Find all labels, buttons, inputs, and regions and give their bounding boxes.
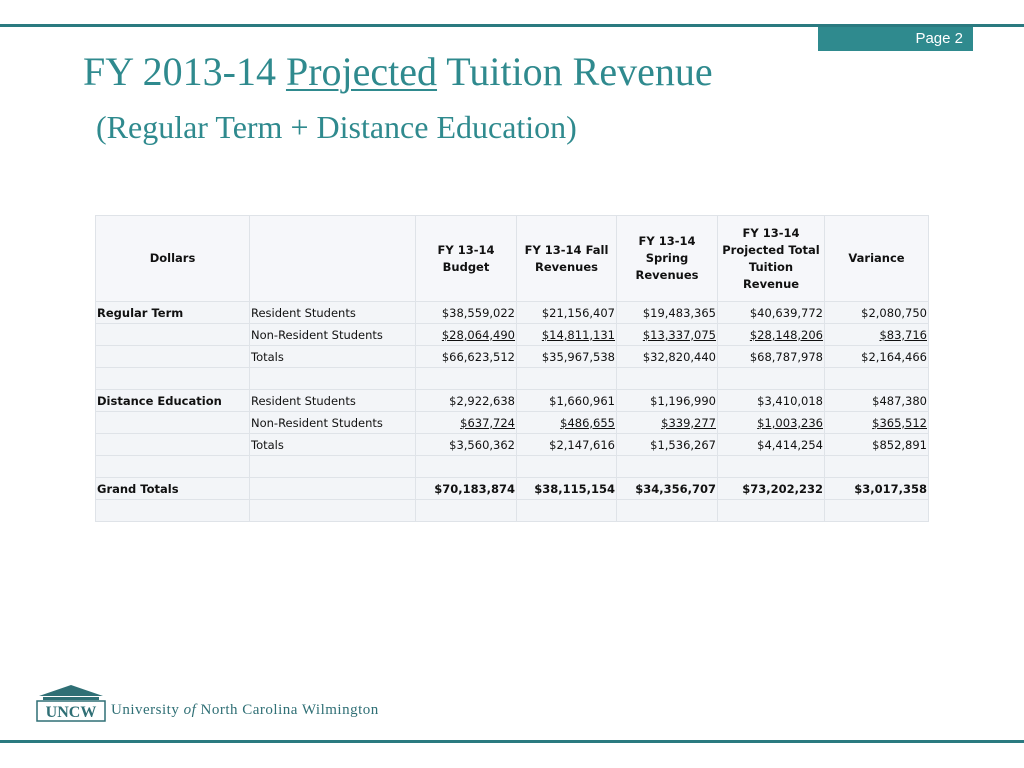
university-name bbox=[111, 702, 379, 719]
table-cell bbox=[416, 302, 517, 324]
cell-value: $2,080,750 bbox=[861, 305, 927, 320]
row-group-label bbox=[96, 456, 250, 478]
row-label: Non-Resident Students bbox=[250, 412, 416, 434]
table-cell bbox=[416, 390, 517, 412]
table-row bbox=[96, 368, 929, 390]
table-row bbox=[96, 478, 929, 500]
cell-value: $40,639,772 bbox=[749, 305, 823, 320]
cell-value: $1,536,267 bbox=[650, 437, 716, 452]
table-cell bbox=[718, 302, 825, 324]
table-cell bbox=[718, 346, 825, 368]
table-cell bbox=[718, 478, 825, 500]
header-variance: Variance bbox=[825, 216, 929, 302]
uncw-logo bbox=[35, 683, 107, 728]
cell-value: $73,202,232 bbox=[742, 481, 823, 496]
cell-value: $38,115,154 bbox=[534, 481, 615, 496]
table-row bbox=[96, 346, 929, 368]
header-spring-revenues: FY 13-14 Spring Revenues bbox=[617, 216, 718, 302]
table-cell bbox=[416, 412, 517, 434]
cell-value: $28,148,206 bbox=[749, 327, 823, 342]
cell-value: $852,891 bbox=[872, 437, 927, 452]
table-cell bbox=[617, 368, 718, 390]
row-label: Resident Students bbox=[250, 390, 416, 412]
table-row bbox=[96, 456, 929, 478]
row-group-label bbox=[96, 412, 250, 434]
table-cell bbox=[718, 368, 825, 390]
row-label: Non-Resident Students bbox=[250, 324, 416, 346]
table-cell bbox=[825, 478, 929, 500]
table-cell bbox=[416, 500, 517, 522]
cell-value: $1,003,236 bbox=[757, 415, 823, 430]
cell-value: $487,380 bbox=[872, 393, 927, 408]
title-suffix: Tuition Revenue bbox=[437, 49, 713, 94]
table-cell bbox=[617, 302, 718, 324]
table-cell bbox=[825, 368, 929, 390]
cell-value: $2,147,616 bbox=[549, 437, 615, 452]
logo-abbrev: UNCW bbox=[45, 704, 97, 721]
table-cell bbox=[825, 500, 929, 522]
table-cell bbox=[416, 478, 517, 500]
cell-value: $365,512 bbox=[872, 415, 927, 430]
table-cell bbox=[825, 434, 929, 456]
table-cell bbox=[517, 346, 617, 368]
cell-value: $34,356,707 bbox=[635, 481, 716, 496]
table-cell bbox=[617, 412, 718, 434]
table-cell bbox=[617, 346, 718, 368]
header-blank bbox=[250, 216, 416, 302]
table-cell bbox=[718, 434, 825, 456]
row-group-label: Grand Totals bbox=[96, 478, 250, 500]
table-cell bbox=[517, 324, 617, 346]
page-title bbox=[83, 48, 713, 95]
header-budget: FY 13-14 Budget bbox=[416, 216, 517, 302]
table-cell bbox=[517, 302, 617, 324]
row-group-label bbox=[96, 346, 250, 368]
cell-value: $637,724 bbox=[460, 415, 515, 430]
cell-value: $68,787,978 bbox=[749, 349, 823, 364]
table-cell bbox=[825, 390, 929, 412]
table-cell bbox=[825, 346, 929, 368]
university-name-part1: University bbox=[111, 702, 184, 718]
bottom-rule bbox=[0, 740, 1024, 743]
table-cell bbox=[517, 390, 617, 412]
table-row bbox=[96, 434, 929, 456]
table-cell bbox=[825, 302, 929, 324]
table-cell bbox=[825, 324, 929, 346]
table-cell bbox=[718, 390, 825, 412]
cell-value: $2,164,466 bbox=[861, 349, 927, 364]
table-cell bbox=[825, 412, 929, 434]
row-group-label: Regular Term bbox=[96, 302, 250, 324]
header-projected-total: FY 13-14 Projected Total Tuition Revenue bbox=[718, 216, 825, 302]
cell-value: $35,967,538 bbox=[541, 349, 615, 364]
table-cell bbox=[718, 456, 825, 478]
row-label: Totals bbox=[250, 346, 416, 368]
table-cell bbox=[617, 324, 718, 346]
table-cell bbox=[517, 456, 617, 478]
header-dollars: Dollars bbox=[96, 216, 250, 302]
cell-value: $21,156,407 bbox=[541, 305, 615, 320]
row-label: Totals bbox=[250, 434, 416, 456]
table-cell bbox=[617, 390, 718, 412]
table-cell bbox=[517, 434, 617, 456]
table-cell bbox=[617, 456, 718, 478]
cell-value: $13,337,075 bbox=[642, 327, 716, 342]
table-cell bbox=[517, 478, 617, 500]
cell-value: $3,410,018 bbox=[757, 393, 823, 408]
university-name-part2: North Carolina Wilmington bbox=[196, 702, 379, 718]
table-cell bbox=[718, 500, 825, 522]
page-number-badge: Page 2 bbox=[818, 27, 973, 51]
table-row bbox=[96, 500, 929, 522]
row-group-label bbox=[96, 368, 250, 390]
cell-value: $4,414,254 bbox=[757, 437, 823, 452]
cell-value: $3,017,358 bbox=[854, 481, 927, 496]
table-cell bbox=[517, 500, 617, 522]
cell-value: $19,483,365 bbox=[642, 305, 716, 320]
row-label bbox=[250, 478, 416, 500]
row-label: Resident Students bbox=[250, 302, 416, 324]
title-underlined-word: Projected bbox=[285, 49, 438, 94]
cell-value: $38,559,022 bbox=[441, 305, 515, 320]
row-label bbox=[250, 500, 416, 522]
table-row bbox=[96, 390, 929, 412]
table-row bbox=[96, 412, 929, 434]
cell-value: $28,064,490 bbox=[441, 327, 515, 342]
university-name-of: of bbox=[183, 702, 197, 718]
table-cell bbox=[517, 412, 617, 434]
table-cell bbox=[416, 456, 517, 478]
cell-value: $1,196,990 bbox=[650, 393, 716, 408]
cell-value: $2,922,638 bbox=[449, 393, 515, 408]
table-cell bbox=[617, 500, 718, 522]
cell-value: $14,811,131 bbox=[541, 327, 615, 342]
cell-value: $3,560,362 bbox=[449, 437, 515, 452]
row-group-label bbox=[96, 324, 250, 346]
cell-value: $70,183,874 bbox=[434, 481, 515, 496]
uncw-building-icon bbox=[35, 683, 107, 723]
page-subtitle: (Regular Term + Distance Education) bbox=[96, 109, 577, 145]
cell-value: $66,623,512 bbox=[441, 349, 515, 364]
row-group-label bbox=[96, 434, 250, 456]
header-fall-revenues: FY 13-14 Fall Revenues bbox=[517, 216, 617, 302]
cell-value: $1,660,961 bbox=[549, 393, 615, 408]
cell-value: $83,716 bbox=[879, 327, 927, 342]
row-label bbox=[250, 368, 416, 390]
row-label bbox=[250, 456, 416, 478]
table-cell bbox=[617, 434, 718, 456]
cell-value: $32,820,440 bbox=[642, 349, 716, 364]
table-cell bbox=[718, 324, 825, 346]
tuition-revenue-table bbox=[95, 215, 929, 522]
cell-value: $339,277 bbox=[661, 415, 716, 430]
table-row bbox=[96, 302, 929, 324]
table-cell bbox=[416, 434, 517, 456]
table-cell bbox=[517, 368, 617, 390]
row-group-label: Distance Education bbox=[96, 390, 250, 412]
table-row bbox=[96, 324, 929, 346]
title-prefix: FY 2013-14 bbox=[83, 49, 286, 94]
table-cell bbox=[617, 478, 718, 500]
table-cell bbox=[825, 456, 929, 478]
cell-value: $486,655 bbox=[560, 415, 615, 430]
table-cell bbox=[416, 346, 517, 368]
table-body bbox=[96, 302, 929, 522]
table-header-row bbox=[96, 216, 929, 302]
table-cell bbox=[718, 412, 825, 434]
table-cell bbox=[416, 368, 517, 390]
row-group-label bbox=[96, 500, 250, 522]
table-cell bbox=[416, 324, 517, 346]
